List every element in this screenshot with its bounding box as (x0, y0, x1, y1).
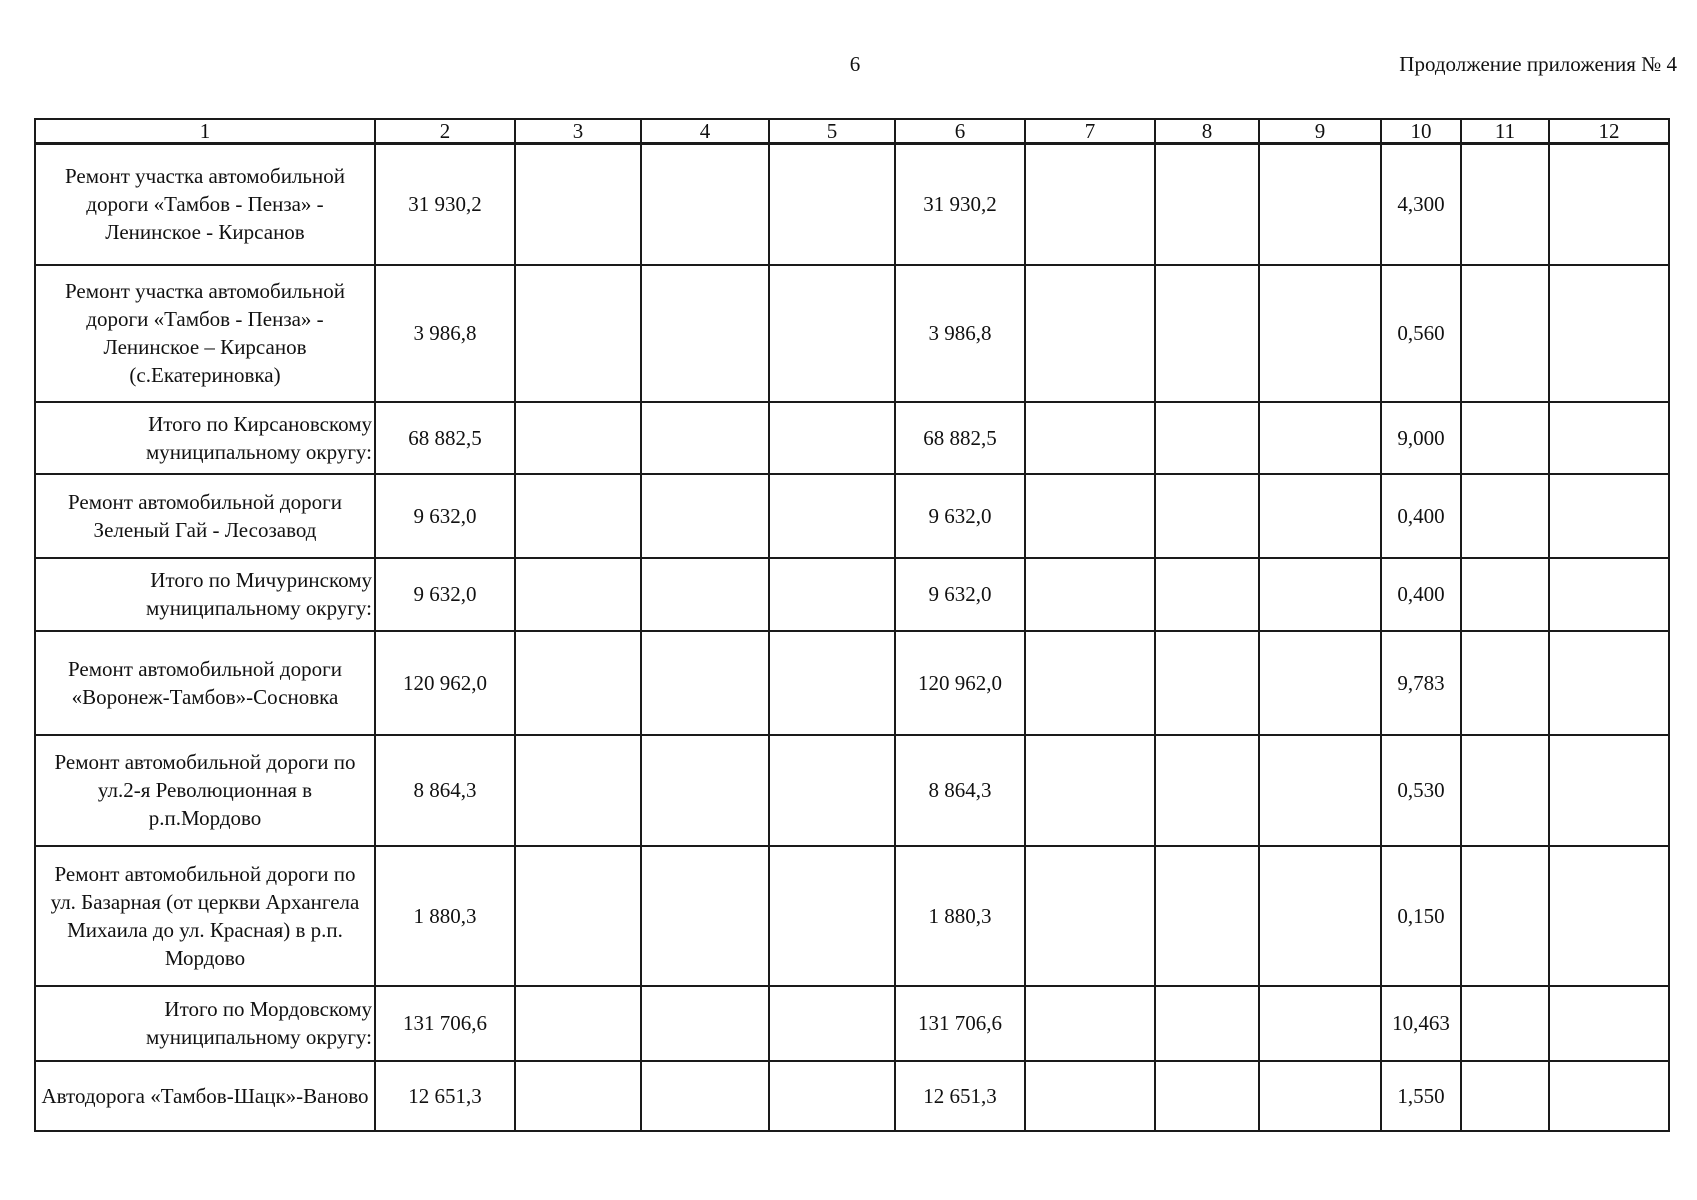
table-cell (769, 144, 895, 265)
continuation-label: Продолжение приложения № 4 (1399, 52, 1677, 76)
table-cell (1025, 846, 1155, 986)
table-cell: 31 930,2 (375, 144, 515, 265)
table-cell (769, 986, 895, 1061)
row-name: Итого по Мичуринскому муниципальному округу: (35, 558, 375, 631)
table-cell (1155, 144, 1259, 265)
table-cell (515, 474, 641, 558)
table-cell (1549, 265, 1669, 402)
table-cell: 131 706,6 (375, 986, 515, 1061)
table-cell (515, 846, 641, 986)
table-cell: 131 706,6 (895, 986, 1025, 1061)
table-cell (1025, 1061, 1155, 1131)
table-cell (641, 558, 769, 631)
table-cell: 9 632,0 (375, 474, 515, 558)
column-header: 2 (375, 119, 515, 144)
table-cell (1025, 558, 1155, 631)
row-name: Ремонт участка автомобильной дороги «Тамбов - Пенза» - Ленинское – Кирсанов (с.Екатериновка) (35, 265, 375, 402)
table-cell (515, 558, 641, 631)
table-cell (1259, 265, 1381, 402)
column-header: 12 (1549, 119, 1669, 144)
row-name: Ремонт автомобильной дороги Зеленый Гай - Лесозавод (35, 474, 375, 558)
table-cell (515, 986, 641, 1061)
table-cell: 31 930,2 (895, 144, 1025, 265)
table-cell: 1 880,3 (375, 846, 515, 986)
table-cell (1461, 558, 1549, 631)
table-row (35, 144, 1669, 265)
table-cell (1461, 474, 1549, 558)
row-name: Ремонт участка автомобильной дороги «Тамбов - Пенза» - Ленинское - Кирсанов (35, 144, 375, 265)
column-header: 11 (1461, 119, 1549, 144)
table-cell: 12 651,3 (375, 1061, 515, 1131)
column-header: 10 (1381, 119, 1461, 144)
table-cell (1461, 265, 1549, 402)
table-row (35, 558, 1669, 631)
table-row (35, 265, 1669, 402)
row-name: Итого по Мордовскому муниципальному округу: (35, 986, 375, 1061)
row-name: Ремонт автомобильной дороги «Воронеж-Тамбов»-Сосновка (35, 631, 375, 735)
table-cell: 12 651,3 (895, 1061, 1025, 1131)
table-cell (1025, 402, 1155, 474)
table-cell (1549, 986, 1669, 1061)
table-cell (1025, 265, 1155, 402)
table-row (35, 1061, 1669, 1131)
table-cell (641, 265, 769, 402)
table-cell: 0,400 (1381, 558, 1461, 631)
table-cell (1259, 144, 1381, 265)
table-cell (1549, 735, 1669, 846)
table-row (35, 402, 1669, 474)
table-cell: 0,150 (1381, 846, 1461, 986)
table-cell (515, 735, 641, 846)
table-cell (1155, 474, 1259, 558)
row-name: Автодорога «Тамбов-Шацк»-Ваново (35, 1061, 375, 1131)
table-cell (641, 1061, 769, 1131)
column-header: 3 (515, 119, 641, 144)
table-cell (1155, 558, 1259, 631)
table-cell (1461, 1061, 1549, 1131)
table-cell (515, 402, 641, 474)
table-cell: 0,530 (1381, 735, 1461, 846)
table-row (35, 846, 1669, 986)
table-cell (1025, 631, 1155, 735)
table-cell: 68 882,5 (375, 402, 515, 474)
table-cell (1259, 735, 1381, 846)
table-cell (1259, 631, 1381, 735)
table-cell: 120 962,0 (375, 631, 515, 735)
row-name: Ремонт автомобильной дороги по ул. Базарная (от церкви Архангела Михаила до ул. Красная) в р.п. Мордово (35, 846, 375, 986)
table-cell (1461, 735, 1549, 846)
table-cell (1461, 846, 1549, 986)
table-cell: 9 632,0 (895, 474, 1025, 558)
table-cell (769, 631, 895, 735)
table-cell (1259, 402, 1381, 474)
road-repair-table (34, 118, 1670, 1132)
table-cell (1155, 1061, 1259, 1131)
table-cell: 3 986,8 (895, 265, 1025, 402)
table-cell (1025, 474, 1155, 558)
table-cell (1259, 1061, 1381, 1131)
table-cell (1025, 144, 1155, 265)
table-cell (641, 735, 769, 846)
table-cell (769, 474, 895, 558)
table-cell: 3 986,8 (375, 265, 515, 402)
table-cell (641, 144, 769, 265)
table-row (35, 631, 1669, 735)
column-header: 1 (35, 119, 375, 144)
column-number-row (35, 119, 1669, 144)
table-cell (1461, 144, 1549, 265)
table-cell (769, 1061, 895, 1131)
table-cell (1155, 986, 1259, 1061)
table-cell (641, 402, 769, 474)
table-cell (769, 735, 895, 846)
table-cell: 4,300 (1381, 144, 1461, 265)
table-cell: 9,000 (1381, 402, 1461, 474)
table-cell (1461, 986, 1549, 1061)
page-number: 6 (849, 52, 861, 76)
table-cell (1549, 402, 1669, 474)
table-cell (641, 986, 769, 1061)
table-cell: 8 864,3 (895, 735, 1025, 846)
table-cell (641, 474, 769, 558)
table-cell (1259, 846, 1381, 986)
table-cell (515, 144, 641, 265)
table-cell: 1 880,3 (895, 846, 1025, 986)
column-header: 4 (641, 119, 769, 144)
table-cell (1155, 846, 1259, 986)
table-cell: 8 864,3 (375, 735, 515, 846)
table-cell (1549, 1061, 1669, 1131)
table-cell (515, 1061, 641, 1131)
table-cell: 0,560 (1381, 265, 1461, 402)
table-cell (1549, 144, 1669, 265)
table-cell (641, 846, 769, 986)
row-name: Ремонт автомобильной дороги по ул.2-я Революционная в р.п.Мордово (35, 735, 375, 846)
table-cell: 9 632,0 (895, 558, 1025, 631)
table-cell (515, 631, 641, 735)
table-cell (769, 846, 895, 986)
table-row (35, 474, 1669, 558)
table-cell (1025, 735, 1155, 846)
table-cell (769, 558, 895, 631)
table-cell (1549, 846, 1669, 986)
column-header: 7 (1025, 119, 1155, 144)
column-header: 6 (895, 119, 1025, 144)
table-row (35, 735, 1669, 846)
table-cell (769, 402, 895, 474)
row-name: Итого по Кирсановскому муниципальному округу: (35, 402, 375, 474)
table-cell (1259, 474, 1381, 558)
table-cell (1259, 558, 1381, 631)
table-cell: 120 962,0 (895, 631, 1025, 735)
table-cell (1155, 265, 1259, 402)
table-cell: 68 882,5 (895, 402, 1025, 474)
column-header: 8 (1155, 119, 1259, 144)
table-cell: 9 632,0 (375, 558, 515, 631)
table-cell: 0,400 (1381, 474, 1461, 558)
table-cell (641, 631, 769, 735)
table-cell (1549, 474, 1669, 558)
table-cell (1155, 735, 1259, 846)
table-cell (1549, 631, 1669, 735)
table-cell: 1,550 (1381, 1061, 1461, 1131)
table-cell (515, 265, 641, 402)
table-cell (1155, 631, 1259, 735)
table-cell (1155, 402, 1259, 474)
table-cell: 10,463 (1381, 986, 1461, 1061)
table-cell: 9,783 (1381, 631, 1461, 735)
table-cell (1025, 986, 1155, 1061)
table-cell (769, 265, 895, 402)
table-row (35, 986, 1669, 1061)
column-header: 9 (1259, 119, 1381, 144)
table-cell (1259, 986, 1381, 1061)
table-cell (1461, 402, 1549, 474)
table-cell (1549, 558, 1669, 631)
column-header: 5 (769, 119, 895, 144)
table-cell (1461, 631, 1549, 735)
